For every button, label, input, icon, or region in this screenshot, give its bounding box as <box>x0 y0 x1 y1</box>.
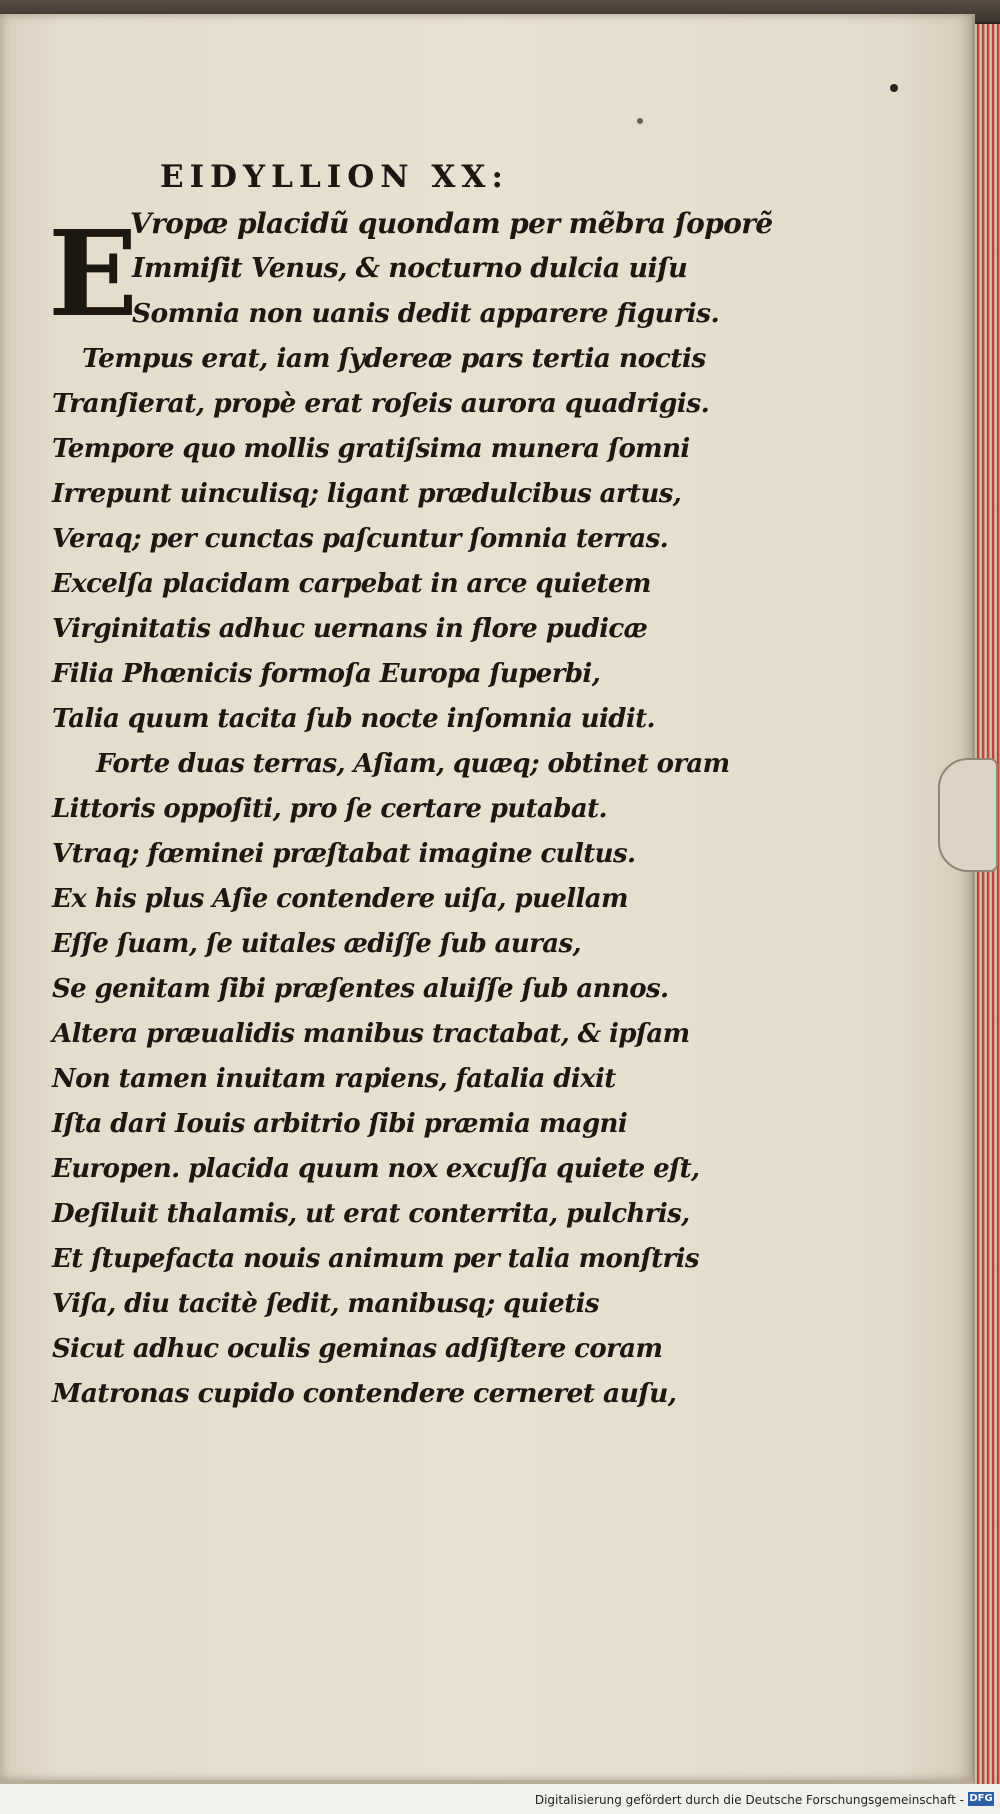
text-line: Matronas cupido contendere cerneret auſu, <box>52 1378 677 1409</box>
text-line: Littoris oppoſiti, pro ſe certare putabat. <box>52 794 607 824</box>
text-line: Irrepunt uinculisq; ligant prædulcibus artus, <box>52 479 682 509</box>
text-line: Veraq; per cunctas paſcuntur ſomnia terras. <box>52 524 669 554</box>
text-line: Somnia non uanis dedit apparere figuris. <box>132 298 720 329</box>
text-line: Talia quum tacita ſub nocte inſomnia uidit. <box>52 704 655 734</box>
drop-cap: E <box>48 204 138 343</box>
ink-speck <box>637 118 643 124</box>
text-line: Vropæ placidũ quondam per mẽbra ſoporẽ <box>130 207 773 240</box>
text-line: Excelſa placidam carpebat in arce quietem <box>52 569 651 599</box>
dfg-logo-icon: DFG <box>969 1793 993 1804</box>
text-line: Ex his plus Aſie contendere uiſa, puellam <box>52 884 628 914</box>
digitization-footer <box>0 1784 1000 1814</box>
page-tab-marker <box>938 758 998 872</box>
text-line: Iſta dari Iouis arbitrio ſibi præmia magni <box>52 1109 628 1139</box>
ink-speck <box>890 84 898 92</box>
funding-credit: Digitalisierung gefördert durch die Deutsche Forschungsgemeinschaft - <box>534 1793 964 1807</box>
text-line: Tempore quo mollis gratiſsima munera ſomni <box>52 434 690 464</box>
text-line: Tempus erat, iam ſydereæ pars tertia noctis <box>82 343 706 374</box>
text-line: Sicut adhuc oculis geminas adſiſtere coram <box>52 1334 663 1364</box>
text-line: Viſa, diu tacitè ſedit, manibusq; quietis <box>52 1289 599 1319</box>
page-stack-edge <box>972 24 1000 1784</box>
text-line: Deſiluit thalamis, ut erat conterrita, pulchris, <box>52 1199 690 1229</box>
text-line: Forte duas terras, Aſiam, quæq; obtinet oram <box>96 749 730 779</box>
text-line: Eſſe ſuam, ſe uitales ædiſſe ſub auras, <box>52 929 581 959</box>
text-line: Immiſit Venus, & nocturno dulcia uiſu <box>132 253 688 284</box>
text-line: Vtraq; fœminei præſtabat imagine cultus. <box>52 839 636 869</box>
book-page <box>0 14 975 1786</box>
text-line: Tranſierat, propè erat roſeis aurora quadrigis. <box>52 388 710 419</box>
text-line: Et ſtupefacta nouis animum per talia monſtris <box>52 1244 699 1274</box>
text-line: Filia Phœnicis formoſa Europa ſuperbi, <box>52 659 601 689</box>
text-line: Virginitatis adhuc uernans in flore pudicæ <box>52 614 648 644</box>
text-line: Europen. placida quum nox excuſſa quiete eſt, <box>52 1154 700 1184</box>
text-line: Altera præualidis manibus tractabat, & ipſam <box>52 1019 690 1049</box>
text-line: Se genitam ſibi præſentes aluiſſe ſub annos. <box>52 974 669 1004</box>
running-title: EIDYLLION XX: <box>160 159 509 195</box>
text-line: Non tamen inuitam rapiens, fatalia dixit <box>52 1064 616 1094</box>
